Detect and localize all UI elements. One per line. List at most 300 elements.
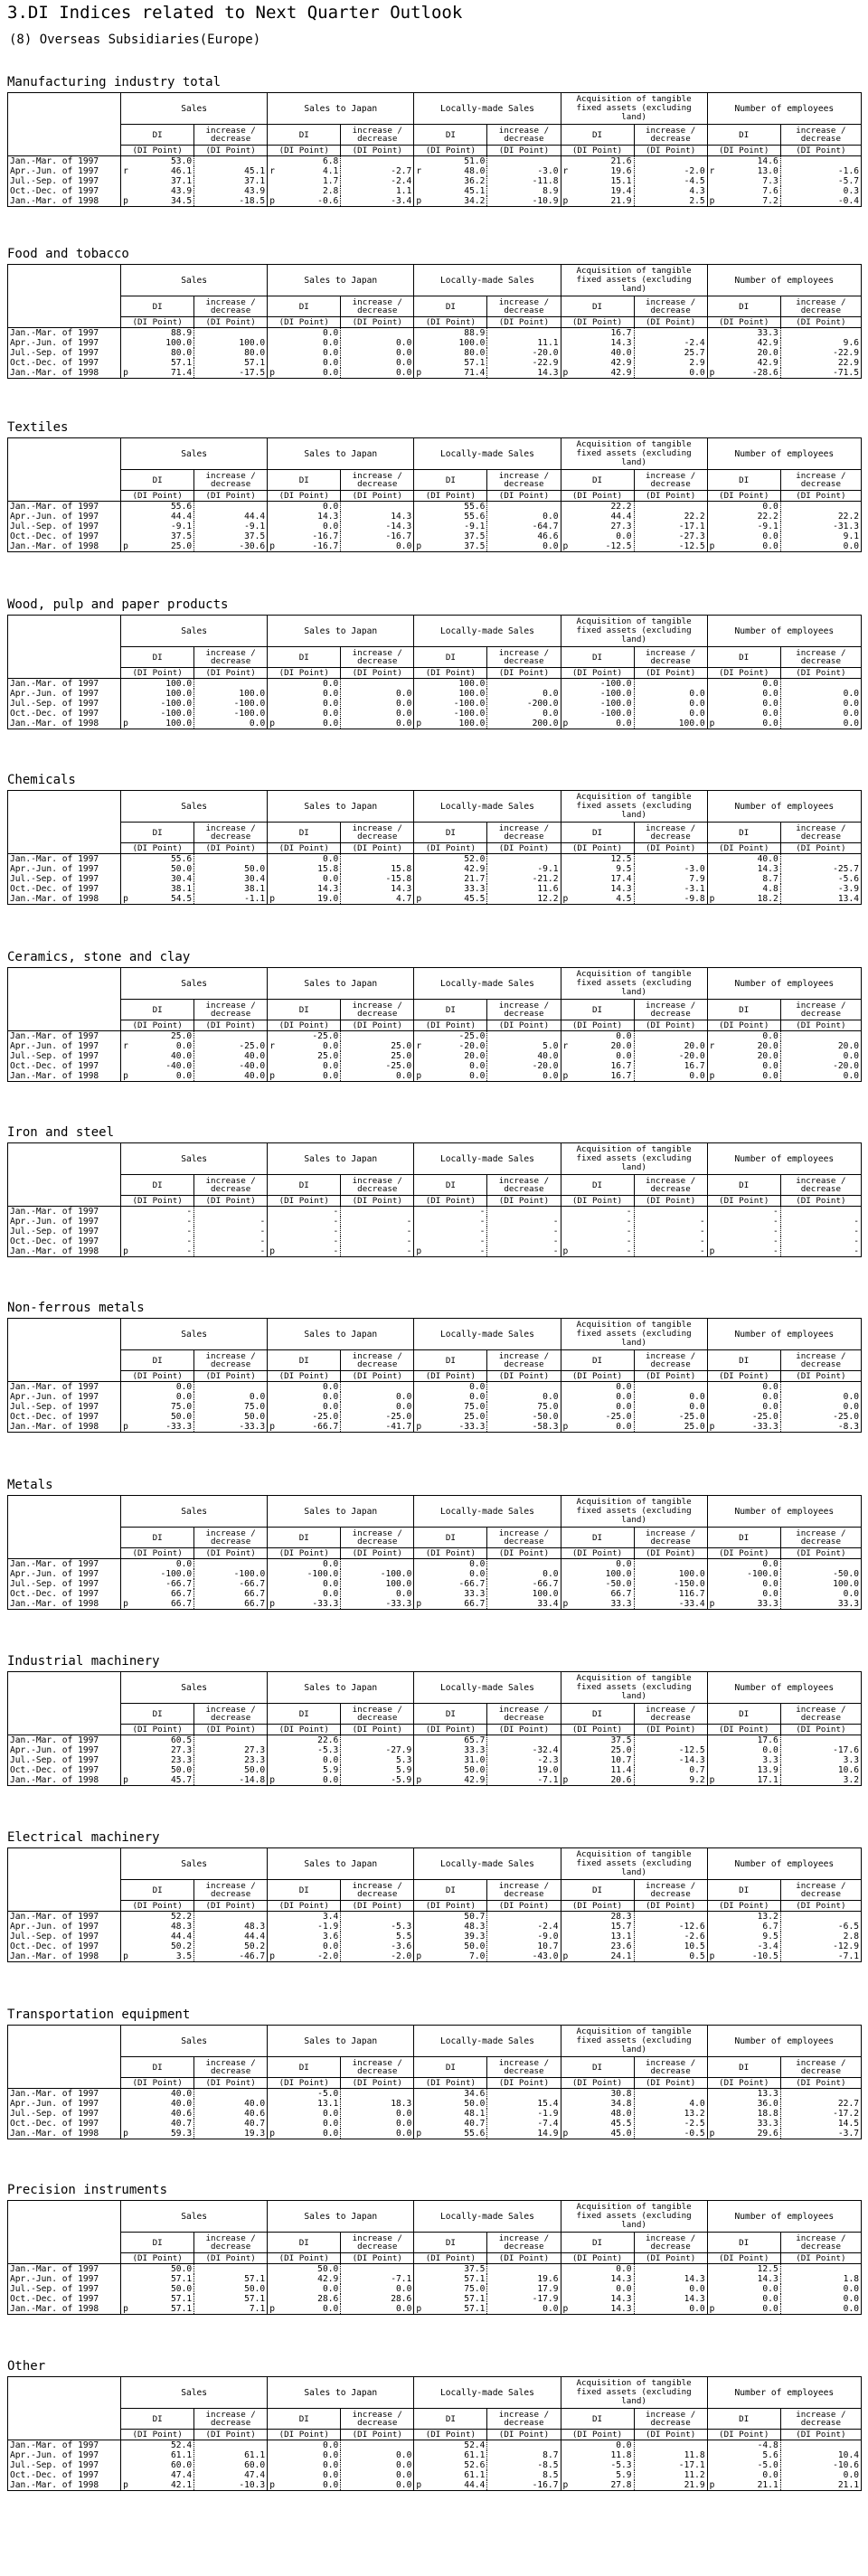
change-header: increase / decrease <box>487 647 561 668</box>
change-value: 10.6 <box>791 1765 862 1775</box>
change-value: 50.0 <box>204 864 268 874</box>
di-value: -16.7 <box>278 531 340 541</box>
mark-spacer <box>780 2129 791 2139</box>
mark-spacer <box>634 156 645 167</box>
di-header: DI <box>561 2233 634 2253</box>
change-value: 33.4 <box>497 1599 561 1610</box>
change-header: increase / decrease <box>194 1350 268 1371</box>
di-header: DI <box>268 296 341 317</box>
change-value <box>351 2264 413 2275</box>
unit-header: (DI Point) <box>780 1901 861 1912</box>
di-value: -40.0 <box>131 1061 193 1071</box>
row-label: Jan.-Mar. of 1997 <box>8 156 121 167</box>
change-header: increase / decrease <box>487 2233 561 2253</box>
revision-mark <box>707 854 718 865</box>
revision-mark <box>561 2440 571 2451</box>
change-value: -17.2 <box>791 2109 862 2119</box>
unit-header: (DI Point) <box>487 1725 561 1735</box>
change-value: -3.4 <box>351 196 413 207</box>
di-value: 0.0 <box>278 2440 340 2451</box>
mark-spacer <box>634 176 645 186</box>
mark-spacer <box>487 541 498 552</box>
mark-spacer <box>194 1051 205 1061</box>
mark-spacer <box>487 2440 498 2451</box>
change-value <box>497 2440 561 2451</box>
revision-mark: p <box>707 1599 718 1610</box>
revision-mark: p <box>268 2304 278 2315</box>
di-value: 53.0 <box>131 156 193 167</box>
di-value: 40.0 <box>131 1051 193 1061</box>
mark-spacer <box>194 1061 205 1071</box>
di-value: 14.3 <box>718 864 780 874</box>
group-header: Locally-made Sales <box>414 968 561 1000</box>
change-value <box>351 2089 413 2100</box>
change-value: -14.3 <box>351 522 413 531</box>
mark-spacer <box>487 1941 498 1951</box>
change-value: 0.0 <box>351 689 413 699</box>
di-value: 0.0 <box>718 1745 780 1755</box>
change-value: 13.4 <box>791 894 862 905</box>
header-row-groups <box>8 93 862 125</box>
unit-header: (DI Point) <box>268 1020 341 1031</box>
group-header: Sales to Japan <box>268 791 414 823</box>
revision-mark: p <box>121 368 132 379</box>
group-header: Sales <box>121 1496 268 1528</box>
revision-mark <box>268 1589 278 1599</box>
table-row <box>8 2480 862 2491</box>
di-value: -5.0 <box>278 2089 340 2100</box>
unit-header: (DI Point) <box>634 1901 707 1912</box>
mark-spacer <box>780 719 791 729</box>
revision-mark <box>414 502 425 512</box>
di-value: - <box>571 1227 634 1236</box>
di-value: 0.0 <box>131 1382 193 1393</box>
di-value: 66.7 <box>424 1599 486 1610</box>
change-value <box>204 1559 268 1570</box>
unit-header: (DI Point) <box>121 1020 194 1031</box>
di-value: 50.0 <box>278 2264 340 2275</box>
revision-mark: r <box>123 166 128 176</box>
revision-mark <box>121 1031 132 1042</box>
change-value <box>351 328 413 339</box>
unit-header: (DI Point) <box>341 1901 414 1912</box>
change-value: -2.4 <box>351 176 413 186</box>
change-header: increase / decrease <box>634 1350 707 1371</box>
mark-spacer <box>194 1402 205 1412</box>
change-header: increase / decrease <box>634 647 707 668</box>
revision-mark <box>268 1207 278 1217</box>
mark-spacer <box>341 1775 352 1786</box>
unit-header: (DI Point) <box>414 843 487 854</box>
di-value: 61.1 <box>424 2470 486 2480</box>
mark-spacer <box>487 699 498 709</box>
di-value: 42.9 <box>571 358 634 368</box>
group-header: Sales to Japan <box>268 93 414 125</box>
mark-spacer <box>487 679 498 690</box>
revision-mark <box>414 1922 425 1932</box>
di-value: 0.0 <box>424 1071 486 1082</box>
revision-mark <box>561 2274 571 2284</box>
di-value: 14.3 <box>571 884 634 894</box>
unit-header: (DI Point) <box>414 317 487 328</box>
di-value: -28.6 <box>718 368 780 379</box>
revision-mark: p <box>268 196 278 207</box>
di-header: DI <box>561 647 634 668</box>
revision-mark <box>707 1392 718 1402</box>
change-value: - <box>351 1227 413 1236</box>
header-row-units <box>8 146 862 156</box>
section-title: Precision instruments <box>7 2183 168 2197</box>
change-header: increase / decrease <box>487 2409 561 2430</box>
mark-spacer <box>634 884 645 894</box>
mark-spacer <box>487 1755 498 1765</box>
row-label: Jul.-Sep. of 1997 <box>8 1051 121 1061</box>
row-label: Oct.-Dec. of 1997 <box>8 1236 121 1246</box>
revision-mark <box>414 1941 425 1951</box>
mark-spacer <box>194 1246 205 1257</box>
change-value: -2.5 <box>645 2119 708 2129</box>
change-value <box>791 1031 862 1042</box>
change-header: increase / decrease <box>634 125 707 146</box>
change-value: 0.0 <box>497 541 561 552</box>
di-value: 65.7 <box>424 1735 486 1746</box>
unit-header: (DI Point) <box>487 1196 561 1207</box>
change-value: 40.0 <box>204 1071 268 1082</box>
revision-mark <box>707 328 718 339</box>
table-row <box>8 2119 862 2129</box>
di-header: DI <box>268 823 341 843</box>
di-value: 0.0 <box>718 679 780 690</box>
mark-spacer <box>341 1207 352 1217</box>
di-value: 0.0 <box>278 854 340 865</box>
mark-spacer <box>634 719 645 729</box>
change-value: 50.2 <box>204 1941 268 1951</box>
mark-spacer <box>487 2480 498 2491</box>
mark-spacer <box>780 1041 791 1051</box>
change-value: 7.1 <box>204 2304 268 2315</box>
di-value: 57.1 <box>131 2294 193 2304</box>
unit-header: (DI Point) <box>194 1020 268 1031</box>
revision-mark <box>121 1745 132 1755</box>
di-value: -66.7 <box>278 1422 340 1433</box>
unit-header: (DI Point) <box>634 668 707 679</box>
change-value: 0.0 <box>791 709 862 719</box>
revision-mark <box>268 854 278 865</box>
change-value: 10.4 <box>791 2450 862 2460</box>
change-value: 28.6 <box>351 2294 413 2304</box>
revision-mark <box>121 522 132 531</box>
change-value: -1.9 <box>497 2109 561 2119</box>
mark-spacer <box>487 2119 498 2129</box>
mark-spacer <box>487 156 498 167</box>
change-value: 14.9 <box>497 2129 561 2139</box>
mark-spacer <box>780 2089 791 2100</box>
change-value <box>204 854 268 865</box>
mark-spacer <box>341 2460 352 2470</box>
change-value: 0.0 <box>497 1392 561 1402</box>
mark-spacer <box>487 2460 498 2470</box>
group-header: Number of employees <box>707 438 861 470</box>
revision-mark <box>121 1589 132 1599</box>
mark-spacer <box>487 1236 498 1246</box>
di-value: -9.1 <box>424 522 486 531</box>
mark-spacer <box>341 884 352 894</box>
di-value: 66.7 <box>131 1599 193 1610</box>
di-value: 50.0 <box>131 2264 193 2275</box>
group-header: Number of employees <box>707 2377 861 2409</box>
revision-mark <box>561 1912 571 1923</box>
di-value: 44.4 <box>571 512 634 522</box>
revision-mark: p <box>561 541 571 552</box>
change-header: increase / decrease <box>194 1880 268 1901</box>
revision-mark <box>561 512 571 522</box>
di-value: 50.0 <box>424 2099 486 2109</box>
change-header: increase / decrease <box>780 1350 861 1371</box>
mark-spacer <box>634 1735 645 1746</box>
mark-spacer <box>341 186 352 196</box>
unit-header: (DI Point) <box>707 1901 780 1912</box>
mark-spacer <box>634 679 645 690</box>
change-header: increase / decrease <box>487 1528 561 1548</box>
change-value: 57.1 <box>204 358 268 368</box>
di-value: 5.9 <box>278 1765 340 1775</box>
header-row-groups <box>8 616 862 647</box>
mark-spacer <box>487 328 498 339</box>
section-0 <box>7 72 862 207</box>
unit-header: (DI Point) <box>414 668 487 679</box>
mark-spacer <box>634 1402 645 1412</box>
row-label: Jan.-Mar. of 1997 <box>8 1559 121 1570</box>
mark-spacer <box>634 1412 645 1422</box>
di-value: 50.0 <box>131 2284 193 2294</box>
table-row <box>8 176 862 186</box>
change-value: - <box>351 1236 413 1246</box>
change-value: 75.0 <box>204 1402 268 1412</box>
row-label: Jan.-Mar. of 1997 <box>8 2089 121 2100</box>
di-value: 50.0 <box>424 1765 486 1775</box>
row-label: Oct.-Dec. of 1997 <box>8 1765 121 1775</box>
mark-spacer <box>194 368 205 379</box>
revision-mark: p <box>561 1775 571 1786</box>
revision-mark <box>414 1217 425 1227</box>
revision-mark <box>121 884 132 894</box>
unit-header: (DI Point) <box>268 2430 341 2440</box>
change-value: -20.0 <box>645 1051 708 1061</box>
di-value: - <box>278 1236 340 1246</box>
revision-mark: p <box>707 1246 718 1257</box>
change-value <box>645 1382 708 1393</box>
di-header: DI <box>707 823 780 843</box>
mark-spacer <box>634 709 645 719</box>
revision-mark <box>561 2099 571 2109</box>
mark-spacer <box>634 522 645 531</box>
di-header: DI <box>707 647 780 668</box>
mark-spacer <box>487 1735 498 1746</box>
revision-mark: p <box>414 1599 425 1610</box>
unit-header: (DI Point) <box>268 317 341 328</box>
table-row <box>8 512 862 522</box>
revision-mark <box>414 689 425 699</box>
mark-spacer <box>194 1236 205 1246</box>
revision-mark <box>121 2264 132 2275</box>
di-value: 0.0 <box>278 1402 340 1412</box>
revision-mark <box>268 522 278 531</box>
mark-spacer <box>341 1735 352 1746</box>
revision-mark <box>121 502 132 512</box>
table-row <box>8 699 862 709</box>
row-label: Oct.-Dec. of 1997 <box>8 2470 121 2480</box>
row-label: Apr.-Jun. of 1997 <box>8 1041 121 1051</box>
change-value: 12.2 <box>497 894 561 905</box>
unit-header: (DI Point) <box>634 2078 707 2089</box>
di-value: 20.0 <box>424 1051 486 1061</box>
change-value: 5.5 <box>351 1932 413 1941</box>
revision-mark <box>414 2109 425 2119</box>
group-header: Sales <box>121 968 268 1000</box>
mark-spacer <box>634 874 645 884</box>
change-value: 0.0 <box>351 699 413 709</box>
di-value: 0.0 <box>718 2294 780 2304</box>
di-header: DI <box>707 2409 780 2430</box>
change-value: -21.2 <box>497 874 561 884</box>
mark-spacer <box>194 2460 205 2470</box>
revision-mark: r <box>562 166 569 176</box>
revision-mark <box>561 2470 571 2480</box>
revision-mark: p <box>414 2129 425 2139</box>
mark-spacer <box>780 1745 791 1755</box>
table-row <box>8 2109 862 2119</box>
mark-spacer <box>487 2274 498 2284</box>
change-header: increase / decrease <box>634 2233 707 2253</box>
change-value: -32.4 <box>497 1745 561 1755</box>
change-header: increase / decrease <box>634 1175 707 1196</box>
change-value: -46.7 <box>204 1951 268 1962</box>
row-label: Jan.-Mar. of 1998 <box>8 2129 121 2139</box>
mark-spacer <box>487 1071 498 1082</box>
group-header: Sales <box>121 791 268 823</box>
change-value <box>791 854 862 865</box>
row-label: Jan.-Mar. of 1998 <box>8 1599 121 1610</box>
mark-spacer <box>341 699 352 709</box>
mark-spacer <box>634 1207 645 1217</box>
revision-mark <box>268 864 278 874</box>
mark-spacer <box>341 2450 352 2460</box>
mark-spacer <box>634 2480 645 2491</box>
di-value: -100.0 <box>571 709 634 719</box>
change-value: 0.0 <box>645 1402 708 1412</box>
revision-mark <box>707 502 718 512</box>
di-value: 0.0 <box>718 699 780 709</box>
revision-mark: p <box>561 2129 571 2139</box>
change-value: 0.0 <box>351 2470 413 2480</box>
row-label: Oct.-Dec. of 1997 <box>8 884 121 894</box>
di-value: 37.5 <box>571 1735 634 1746</box>
revision-mark: p <box>268 368 278 379</box>
change-value <box>497 328 561 339</box>
group-header: Sales to Japan <box>268 1672 414 1704</box>
change-value: -3.1 <box>645 884 708 894</box>
change-value <box>497 156 561 167</box>
change-value: 11.6 <box>497 884 561 894</box>
revision-mark <box>268 1217 278 1227</box>
unit-header: (DI Point) <box>487 668 561 679</box>
di-value: 16.7 <box>571 328 634 339</box>
di-value: -3.4 <box>718 1941 780 1951</box>
section-title: Ceramics, stone and clay <box>7 950 191 964</box>
mark-spacer <box>194 1922 205 1932</box>
revision-mark: p <box>121 196 132 207</box>
di-value: 25.0 <box>424 1412 486 1422</box>
di-value: 48.0 <box>571 2109 634 2119</box>
di-value: 0.0 <box>278 1061 340 1071</box>
change-value: 17.9 <box>497 2284 561 2294</box>
di-value: 45.0 <box>571 2129 634 2139</box>
change-value: -2.3 <box>497 1755 561 1765</box>
revision-mark <box>268 2109 278 2119</box>
unit-header: (DI Point) <box>121 1725 194 1735</box>
group-header: Sales to Japan <box>268 1848 414 1880</box>
di-value: 0.0 <box>718 1579 780 1589</box>
section-11 <box>7 2005 862 2139</box>
unit-header: (DI Point) <box>341 146 414 156</box>
change-value <box>791 1382 862 1393</box>
mark-spacer <box>341 1755 352 1765</box>
unit-header: (DI Point) <box>121 1548 194 1559</box>
group-header: Number of employees <box>707 1672 861 1704</box>
di-value: 24.1 <box>571 1951 634 1962</box>
header-row-units <box>8 1020 862 1031</box>
row-label: Jan.-Mar. of 1997 <box>8 1207 121 1217</box>
data-table <box>7 1671 862 1786</box>
change-value: 0.0 <box>204 1392 268 1402</box>
di-value: 0.0 <box>718 1402 780 1412</box>
revision-mark: p <box>121 1246 132 1257</box>
header-row-units <box>8 1901 862 1912</box>
header-row-groups <box>8 2377 862 2409</box>
revision-mark <box>268 1765 278 1775</box>
di-value: 28.3 <box>571 1912 634 1923</box>
di-value: 48.3 <box>131 1922 193 1932</box>
mark-spacer <box>194 2089 205 2100</box>
revision-mark <box>268 884 278 894</box>
di-value: 0.0 <box>278 348 340 358</box>
di-value: -100.0 <box>131 1569 193 1579</box>
header-row-groups <box>8 1496 862 1528</box>
change-value: 8.5 <box>497 2470 561 2480</box>
row-label: Jan.-Mar. of 1997 <box>8 1031 121 1042</box>
change-header: increase / decrease <box>194 1000 268 1020</box>
mark-spacer <box>341 864 352 874</box>
mark-spacer <box>341 1402 352 1412</box>
di-value: 0.0 <box>278 2304 340 2315</box>
di-value: -33.3 <box>278 1599 340 1610</box>
revision-mark <box>268 709 278 719</box>
row-label: Apr.-Jun. of 1997 <box>8 2099 121 2109</box>
revision-mark: p <box>707 719 718 729</box>
table-row <box>8 719 862 729</box>
di-header: DI <box>121 1880 194 1901</box>
di-header: DI <box>268 2057 341 2078</box>
revision-mark <box>414 2099 425 2109</box>
row-label: Jan.-Mar. of 1997 <box>8 502 121 512</box>
mark-spacer <box>341 1227 352 1236</box>
di-value: -66.7 <box>424 1579 486 1589</box>
unit-header: (DI Point) <box>194 146 268 156</box>
mark-spacer <box>780 502 791 512</box>
change-value: 60.0 <box>204 2460 268 2470</box>
di-value: 0.0 <box>131 1559 193 1570</box>
mark-spacer <box>341 1599 352 1610</box>
